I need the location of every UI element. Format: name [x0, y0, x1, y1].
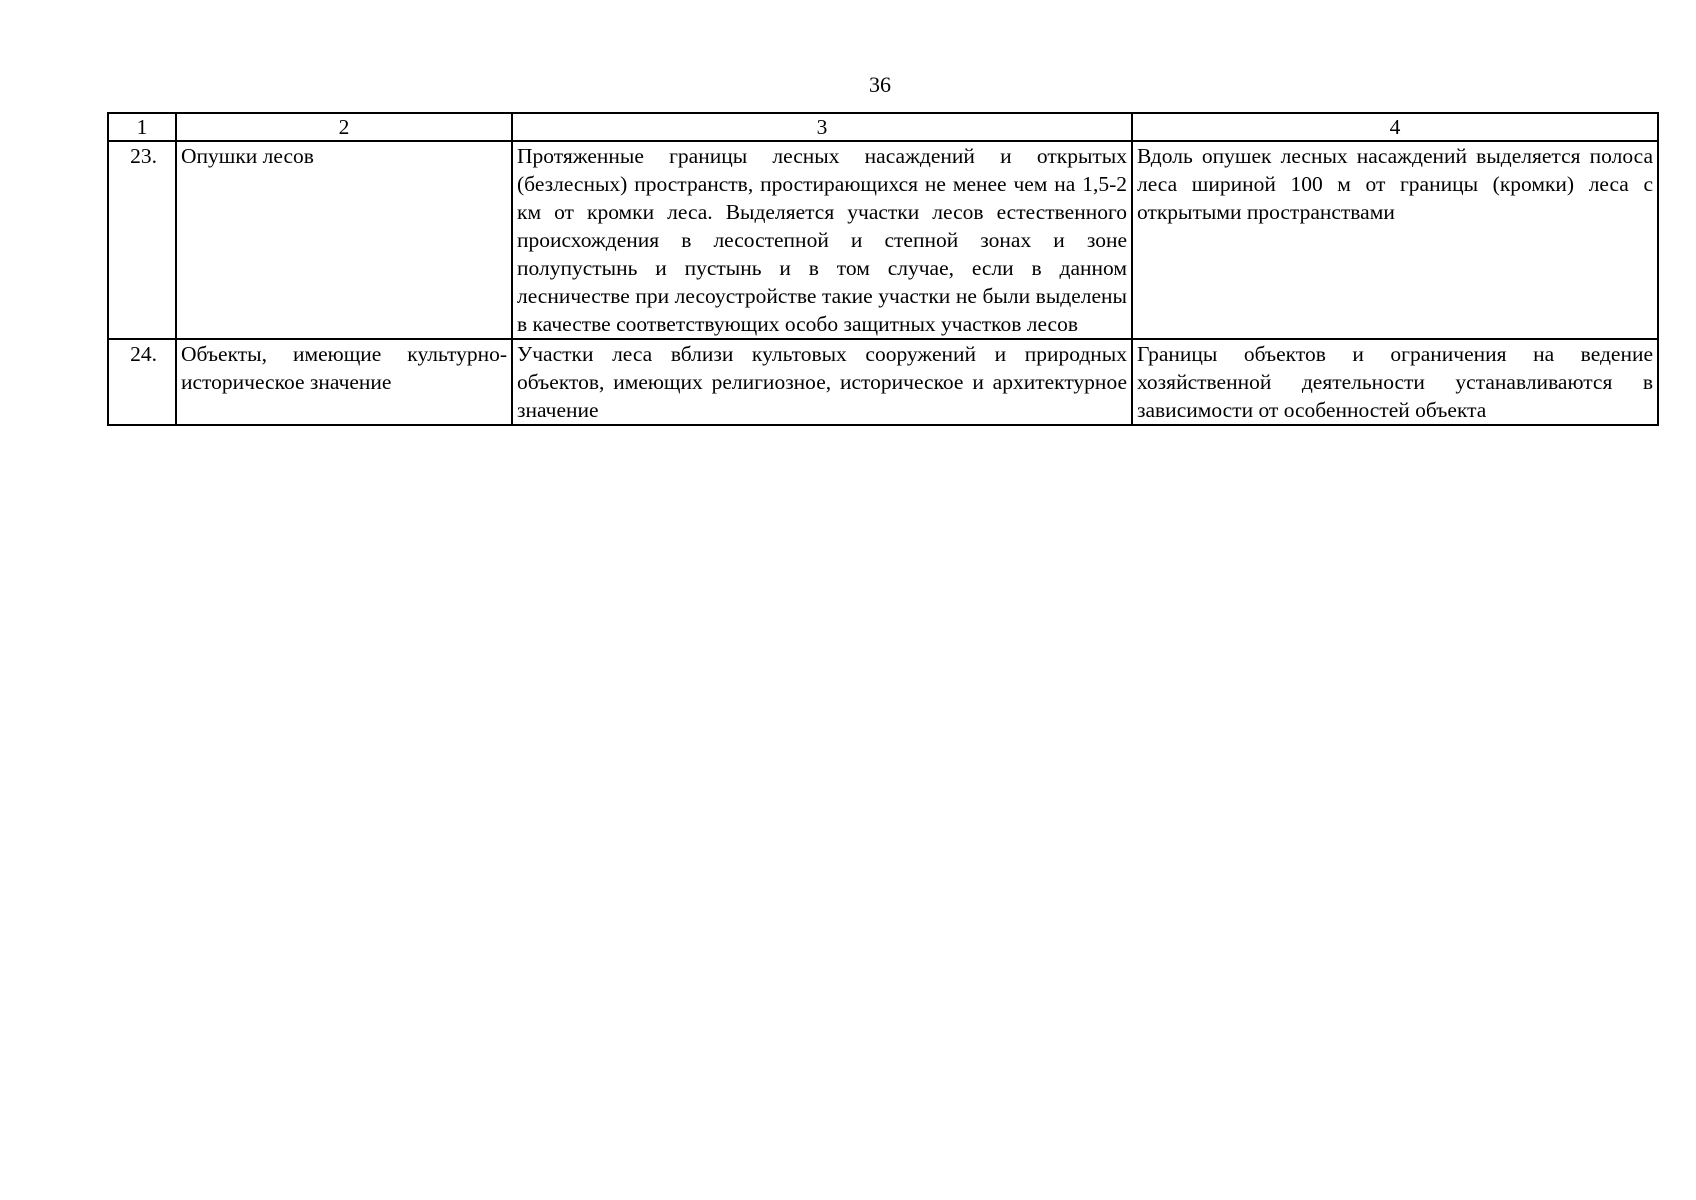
table-row [108, 141, 1658, 339]
header-col-3: 3 [512, 113, 1132, 141]
row-regime: Вдоль опушек лесных насаждений выделяется полоса леса шириной 100 м от границы (кромки) леса с открытыми пространствами [1132, 141, 1658, 339]
header-col-2: 2 [176, 113, 512, 141]
row-description: Участки леса вблизи культовых сооружений и природных объектов, имеющих религиозное, историческое и архитектурное значение [512, 339, 1132, 425]
row-number: 23. [108, 141, 176, 339]
row-name: Опушки лесов [176, 141, 512, 339]
document-table [107, 112, 1659, 426]
table-row [108, 339, 1658, 425]
header-col-1: 1 [108, 113, 176, 141]
row-description: Протяженные границы лесных насаждений и открытых (безлесных) пространств, простирающихся не менее чем на 1,5-2 км от кромки леса. Выделяется участки лесов естественного происхождения в лесостепной и степной зонах и зоне полупустынь и пустынь и в том случае, если в данном лесничестве при лесоустройстве такие участки не были выделены в качестве соответствующих особо защитных участков лесов [512, 141, 1132, 339]
page-number: 36 [869, 72, 891, 97]
row-name: Объекты, имеющие культурно-историческое значение [176, 339, 512, 425]
table-header-row [108, 113, 1658, 141]
row-regime: Границы объектов и ограничения на ведение хозяйственной деятельности устанавливаются в зависимости от особенностей объекта [1132, 339, 1658, 425]
header-col-4: 4 [1132, 113, 1658, 141]
row-number: 24. [108, 339, 176, 425]
